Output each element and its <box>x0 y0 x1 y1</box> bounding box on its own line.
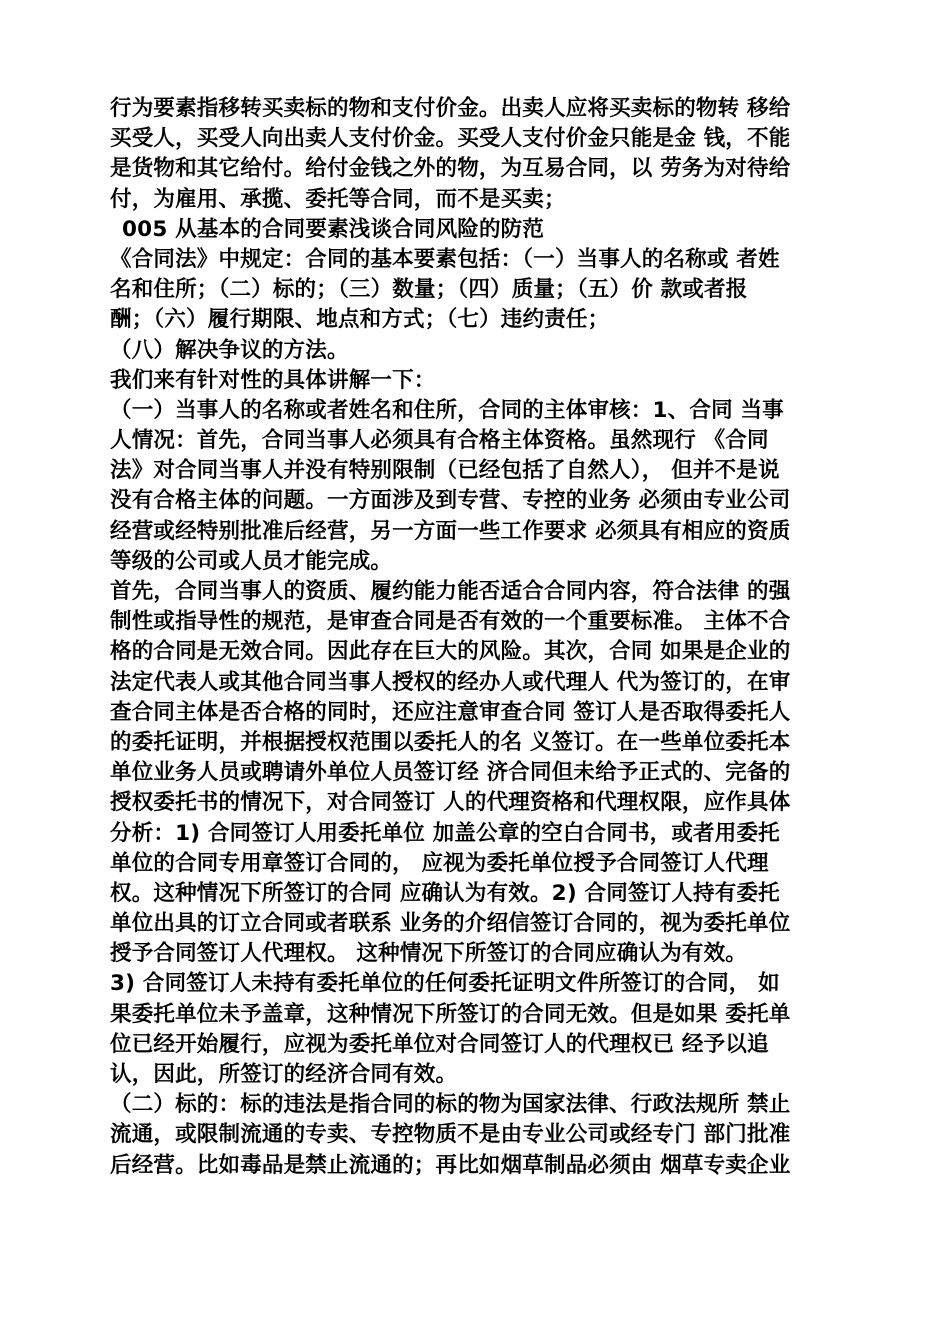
text-line: 授予合同签订人代理权。 这种情况下所签订的合同应确认为有效。 <box>110 941 747 967</box>
text-line: 付，为雇用、承揽、委托等合同，而不是买卖； <box>110 186 566 212</box>
text-line: 单位的合同专用章签订合同的， 应视为委托单位授予合同签订人代理 <box>110 850 769 876</box>
text-line: 首先，合同当事人的资质、履约能力能否适合合同内容，符合法律 的强 <box>110 579 791 604</box>
text-line: 位已经开始履行，应视为委托单位对合同签订人的代理权已 经予以追 <box>110 1031 769 1057</box>
text-line: （八）解决争议的方法。 <box>110 337 349 363</box>
text-line: 查合同主体是否合格的同时，还应注意审查合同 签订人是否取得委托人 <box>110 699 791 725</box>
text-line: 《合同法》中规定：合同的基本要素包括：（一）当事人的名称或 者姓 <box>110 246 780 272</box>
text-line: 我们来有针对性的具体讲解一下： <box>110 367 436 393</box>
text-line: 制性或指导性的规范，是审查合同是否有效的一个重要标准。 主体不合 <box>110 609 791 635</box>
text-line: 授权委托书的情况下，对合同签订 人的代理资格和代理权限，应作具体 <box>110 790 791 816</box>
text-line: （一）当事人的名称或者姓名和住所，合同的主体审核：1、合同 当事 <box>110 397 784 423</box>
text-line: 后经营。比如毒品是禁止流通的；再比如烟草制品必须由 烟草专卖企业 <box>110 1152 791 1178</box>
text-line: 分析：1) 合同签订人用委托单位 加盖公章的空白合同书，或者用委托 <box>110 820 780 846</box>
section-heading: 005 从基本的合同要素浅谈合同风险的防范 <box>122 216 545 242</box>
text-line: 法》对合同当事人并没有特别限制（已经包括了自然人）， 但并不是说 <box>110 458 780 484</box>
text-line: 名和住所；（二）标的；（三）数量；（四）质量；（五）价 款或者报 <box>110 277 748 303</box>
text-line: 是货物和其它给付。给付金钱之外的物，为互易合同，以 劳务为对待给 <box>110 156 791 182</box>
text-line: 买受人，买受人向出卖人支付价金。买受人支付价金只能是金 钱，不能 <box>110 126 791 152</box>
text-line: 认，因此，所签订的经济合同有效。 <box>110 1062 458 1087</box>
text-line: 格的合同是无效合同。因此存在巨大的风险。其次，合同 如果是企业的 <box>110 639 791 665</box>
text-line: （二）标的：标的违法是指合同的标的物为国家法律、行政法规所 禁止 <box>110 1092 791 1118</box>
text-line: 人情况：首先，合同当事人必须具有合格主体资格。虽然现行 《合同 <box>110 428 769 454</box>
text-line: 经营或经特别批准后经营，另一方面一些工作要求 必须具有相应的资质 <box>110 518 791 544</box>
text-line: 酬；（六）履行期限、地点和方式；（七）违约责任； <box>110 307 610 333</box>
text-line: 的委托证明，并根据授权范围以委托人的名 义签订。在一些单位委托本 <box>110 729 791 755</box>
text-line: 等级的公司或人员才能完成。 <box>110 548 393 574</box>
text-line: 法定代表人或其他合同当事人授权的经办人或代理人 代为签订的，在审 <box>110 669 791 695</box>
text-line: 流通，或限制流通的专卖、专控物质不是由专业公司或经专门 部门批准 <box>110 1122 791 1148</box>
text-line: 权。这种情况下所签订的合同 应确认为有效。2) 合同签订人持有委托 <box>110 880 780 906</box>
text-line: 没有合格主体的问题。一方面涉及到专营、专控的业务 必须由专业公司 <box>110 488 791 514</box>
text-line: 行为要素指移转买卖标的物和支付价金。出卖人应将买卖标的物转 移给 <box>110 96 791 121</box>
text-line: 3) 合同签订人未持有委托单位的任何委托证明文件所签订的合同， 如 <box>110 971 780 997</box>
document-body <box>110 94 870 1181</box>
text-line: 单位出具的订立合同或者联系 业务的介绍信签订合同的，视为委托单位 <box>110 911 791 937</box>
text-line: 单位业务人员或聘请外单位人员签订经 济合同但未给予正式的、完备的 <box>110 760 791 786</box>
text-line: 果委托单位未予盖章，这种情况下所签订的合同无效。但是如果 委托单 <box>110 1001 791 1027</box>
